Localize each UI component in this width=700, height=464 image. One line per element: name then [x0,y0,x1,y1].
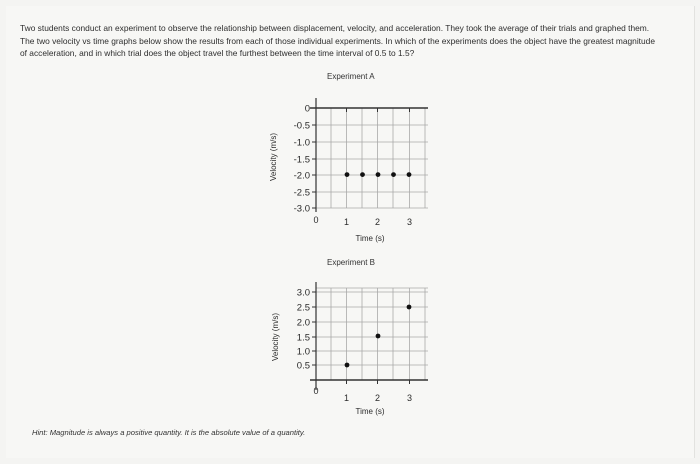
chart-b-y-tick-label: 3.0 [296,287,310,299]
chart-b-x-tick-label: 0 [313,386,319,396]
chart-a-y-tick-label: -3.0 [293,203,310,215]
chart-a-data-point [407,172,412,177]
chart-a-y-axis-label: Velocity (m/s) [269,132,278,182]
chart-b-y-tick-label: 0.5 [296,360,310,372]
chart-a-x-tick-label: 3 [406,217,413,227]
chart-a-x-tick-label: 1 [343,217,350,227]
chart-b-data-point [407,305,412,310]
chart-a-y-tick-label: 0 [304,103,310,115]
chart-b-x-axis-label: Time (s) [355,407,385,416]
chart-a-data-point [360,172,365,177]
chart-a-x-tick-label: 0 [313,215,319,225]
chart-b-data-point [345,363,350,368]
chart-a-y-tick-label: -2.0 [293,170,310,182]
chart-a-x-tick-label: 2 [374,217,381,227]
chart-a-x-axis-label: Time (s) [355,234,385,243]
chart-b-y-tick-label: 1.5 [296,332,310,344]
chart-a-title: Experiment A [327,72,375,81]
chart-b-x-tick-label: 2 [374,393,381,403]
hint-text: Hint: Magnitude is always a positive quantity. It is the absolute value of a quantity. [32,428,306,437]
chart-b-y-tick-label: 2.5 [296,302,310,314]
chart-b-y-tick-label: 2.0 [296,317,310,329]
chart-b-x-tick-label: 3 [406,393,413,403]
chart-b-x-tick-label: 1 [343,393,350,403]
chart-a-y-tick-label: -1.0 [293,137,310,149]
chart-b-data-point [376,334,381,339]
chart-b-y-tick-label: 1.0 [296,346,310,358]
chart-a-y-tick-label: -1.5 [293,154,310,166]
chart-a-data-point [391,172,396,177]
chart-a-y-tick-label: -2.5 [293,187,310,199]
chart-b-title: Experiment B [327,258,376,267]
chart-b-y-axis-label: Velocity (m/s) [271,312,280,362]
chart-a-data-point [376,172,381,177]
question-text: Two students conduct an experiment to observe the relationship between displacement, velocity, and acceleration. They took the average of their trials and graphed them. The two velocity vs time graphs below show the results from each of those individual experiments. In which of the experiments does the object have the greatest magnitude of acceleration, and in which trial does the object travel the furthest between the time interval of 0.5 to 1.5? [20,23,655,59]
chart-a-data-point [345,172,350,177]
chart-a-y-tick-label: -0.5 [293,120,310,132]
